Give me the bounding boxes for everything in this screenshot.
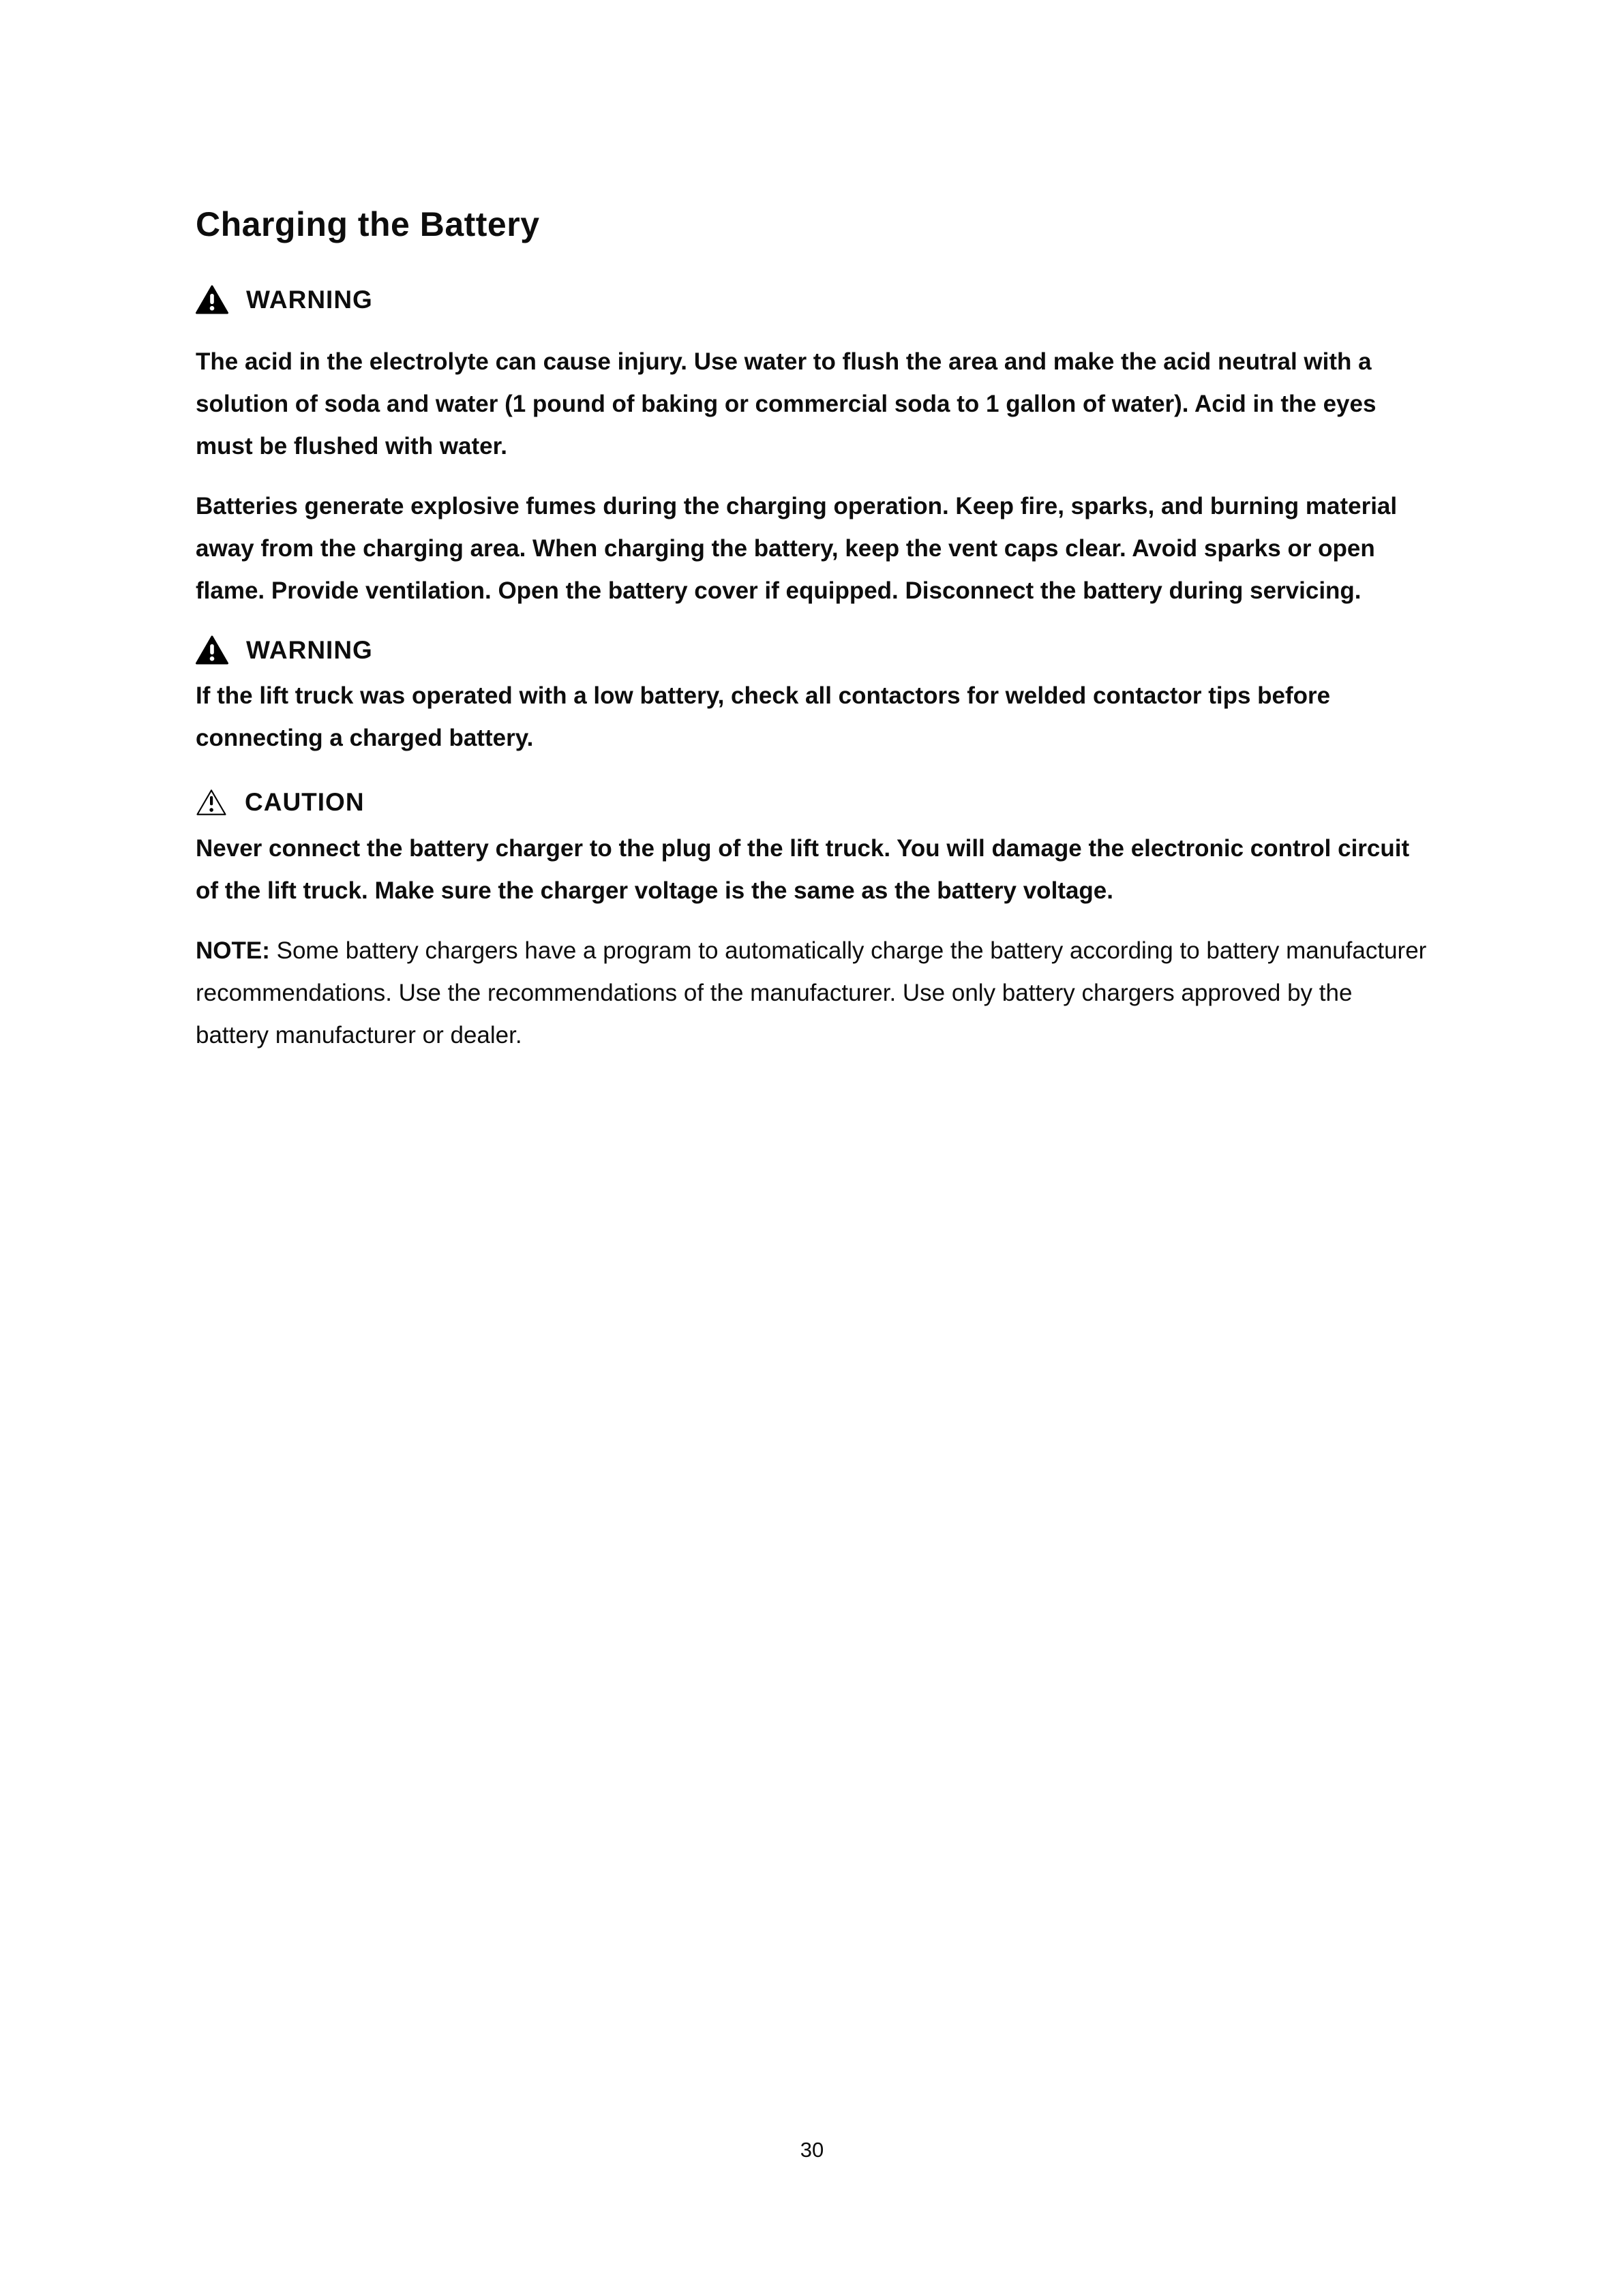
note-text: Some battery chargers have a program to automatically charge the battery according to battery manufacturer recommendations. Use the recommendations of the manufacturer. Use only battery chargers approved by the battery manufacturer or dealer. (196, 937, 1427, 1048)
warning-icon (196, 635, 228, 665)
caution-heading (196, 788, 1430, 817)
warning-label: WARNING (246, 636, 373, 664)
warning-heading-2 (196, 635, 1430, 665)
warning1-paragraph-2: Batteries generate explosive fumes during the charging operation. Keep fire, sparks, and burning material away from the charging area. When charging the battery, keep the vent caps clear. Avoid sparks or open flame. Provide ventilation. Open the battery cover if equipped. Disconnect the battery during servicing. (196, 493, 1398, 604)
page-title: Charging the Battery (196, 205, 540, 243)
warning-label: WARNING (246, 286, 373, 314)
caution-icon (196, 788, 227, 817)
warning1-paragraph-1: The acid in the electrolyte can cause injury. Use water to flush the area and make the acid neutral with a solution of soda and water (1 pound of baking or commercial soda to 1 gallon of water). Acid in the eyes must be flushed with water. (196, 348, 1377, 459)
page-number: 30 (800, 2138, 824, 2162)
note-label: NOTE: (196, 937, 270, 964)
note-paragraph (196, 930, 1430, 1057)
warning2-paragraph: If the lift truck was operated with a low battery, check all contactors for welded contactor tips before connecting a charged battery. (196, 682, 1331, 751)
warning-heading-1 (196, 285, 1430, 315)
caution-label: CAUTION (245, 788, 365, 816)
page-content (196, 205, 1430, 1057)
warning-icon (196, 285, 228, 315)
caution-paragraph: Never connect the battery charger to the plug of the lift truck. You will damage the electronic control circuit of the lift truck. Make sure the charger voltage is the same as the battery voltage. (196, 835, 1410, 904)
